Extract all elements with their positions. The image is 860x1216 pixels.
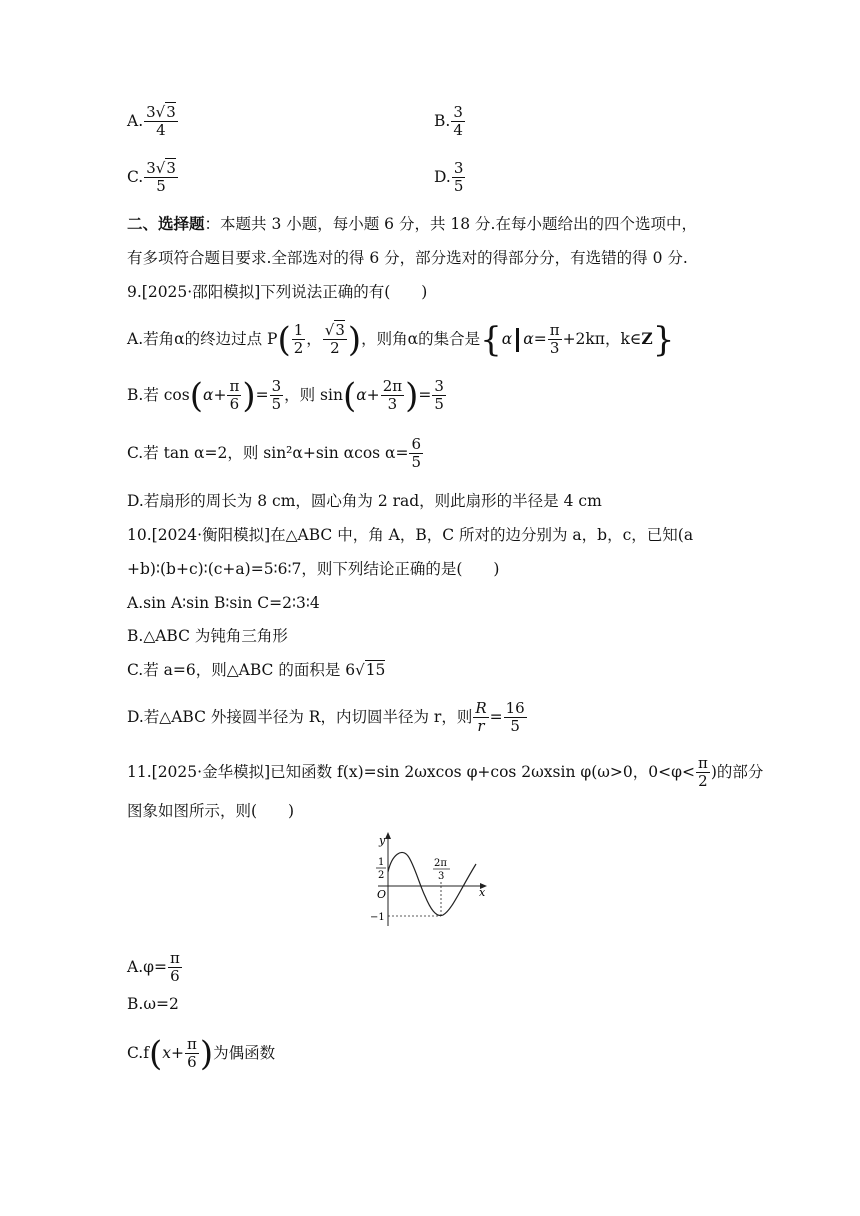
q9-option-c: C.若 tan α=2，则 sin²α+sin αcos α= $\frac{6}{5}$ [127, 435, 422, 472]
q10-option-d: D.若△ABC 外接圆半径为 R，内切圆半径为 r，则 $\frac{R}{r}$ = $\frac{16}{5}$ [127, 699, 525, 736]
q11-stem-line-2: 图象如图所示，则( ) [127, 802, 295, 820]
q9-stem: 9.[2025·邵阳模拟]下列说法正确的有( ) [127, 283, 428, 301]
q11-stem-line-1: 11.[2025·金华模拟]已知函数 f(x)=sin 2ωxcos φ+cos 2ωxsin φ(ω>0，0<φ< $\frac{\pi}{2}$ )的部分 [127, 754, 764, 791]
section-2-line-1: 二、选择题：本题共 3 小题，每小题 6 分，共 18 分.在每小题给出的四个选项中， [127, 214, 697, 233]
y-label: y [379, 834, 386, 847]
q8-option-b: B. $\frac{3}{4}$ [434, 103, 463, 140]
section-2-title: 二、选择题 [127, 214, 205, 233]
q8-option-a: A. $\frac{3√3}{4}$ [127, 103, 176, 140]
q10-option-c: C.若 a=6，则△ABC 的面积是 6√15 [127, 661, 386, 679]
tick-denominator: 3 [438, 871, 445, 882]
sine-curve [388, 853, 476, 916]
q9-option-a: A.若角α的终边过点 P( $\frac{1}{2}$ ， $\frac{√3}{2}$ )，则角α的集合是{α α= $\frac{\pi}{3}$ +2kπ，k∈Z} [127, 319, 675, 360]
q10-option-b: B.△ABC 为钝角三角形 [127, 627, 288, 645]
y-axis-arrow [385, 832, 391, 839]
q9-option-b: B.若 cos(α+ $\frac{\pi}{6}$ )= $\frac{3}{5}$ ，则 sin(α+ $\frac{2\pi}{3}$ )= $\frac{3}{5}$ [127, 375, 444, 416]
q10-stem-line-1: 10.[2024·衡阳模拟]在△ABC 中，角 A，B，C 所对的边分别为 a，b，c，已知(a [127, 526, 694, 544]
q10-stem-line-2: +b)∶(b+c)∶(c+a)=5∶6∶7，则下列结论正确的是( ) [127, 560, 500, 578]
q10-option-a: A.sin A∶sin B∶sin C=2∶3∶4 [127, 594, 320, 612]
q8-option-d: D. $\frac{3}{5}$ [434, 159, 464, 196]
q11-function-graph [364, 830, 496, 928]
q9-option-d: D.若扇形的周长为 8 cm，圆心角为 2 rad，则此扇形的半径是 4 cm [127, 492, 602, 510]
half-denominator: 2 [378, 870, 385, 881]
minus-one-label: −1 [370, 912, 385, 923]
q11-option-a: A.φ= $\frac{\pi}{6}$ [127, 949, 180, 986]
origin-label: O [377, 888, 387, 901]
q11-option-c: C.f(x+ $\frac{\pi}{6}$ )为偶函数 [127, 1033, 276, 1074]
q11-option-b: B.ω=2 [127, 995, 179, 1013]
q8-option-c: C. $\frac{3√3}{5}$ [127, 159, 176, 196]
tick-numerator: 2π [434, 858, 447, 869]
half-numerator: 1 [378, 857, 385, 868]
x-label: x [479, 886, 486, 899]
section-2-line-2: 有多项符合题目要求.全部选对的得 6 分，部分选对的得部分分，有选错的得 0 分. [127, 249, 688, 267]
